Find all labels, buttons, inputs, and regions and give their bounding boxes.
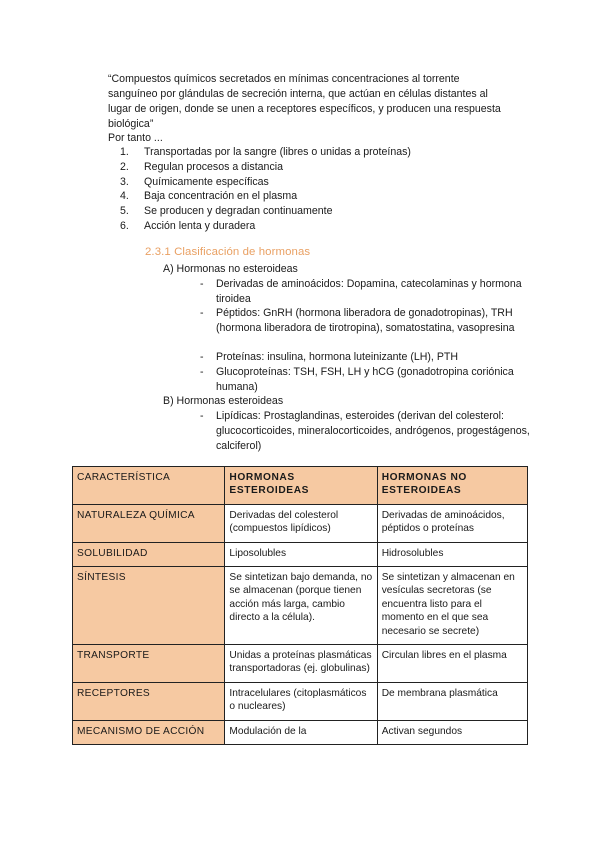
table-cell: Unidas a proteínas plasmáticas transportadoras (ej. globulinas) xyxy=(225,645,377,683)
table-row xyxy=(73,720,528,744)
dash-text: Lipídicas: Prostaglandinas, esteroides (derivan del colesterol: glucocorticoides, mineralocorticoides, andrógenos, progestágenos, calciferol) xyxy=(216,410,530,452)
table-row-label: TRANSPORTE xyxy=(73,645,225,683)
table-header-cell: HORMONAS NO ESTEROIDEAS xyxy=(377,467,527,505)
table-row xyxy=(73,567,528,645)
table-header-row xyxy=(73,467,528,505)
list-item xyxy=(120,219,411,234)
dash-text: Derivadas de aminoácidos: Dopamina, catecolaminas y hormona tiroidea xyxy=(216,278,522,305)
subsection-b-title: B) Hormonas esteroideas xyxy=(163,395,284,407)
list-item xyxy=(120,160,411,175)
table-row xyxy=(73,542,528,566)
list-text: Acción lenta y duradera xyxy=(144,219,256,232)
list-number: 2. xyxy=(120,160,129,173)
dash-marker: - xyxy=(200,351,204,363)
dash-marker: - xyxy=(200,278,204,290)
list-item xyxy=(120,175,411,190)
table-cell: Modulación de la xyxy=(225,720,377,744)
quote-line: biológica” xyxy=(108,118,154,130)
table-row xyxy=(73,645,528,683)
list-text: Químicamente específicas xyxy=(144,175,269,188)
table-row xyxy=(73,504,528,542)
dash-item xyxy=(200,365,530,395)
list-number: 3. xyxy=(120,175,129,188)
table-cell: Circulan libres en el plasma xyxy=(377,645,527,683)
list-number: 1. xyxy=(120,146,129,158)
list-number: 6. xyxy=(120,219,129,232)
table-row xyxy=(73,682,528,720)
definition-quote xyxy=(108,72,528,132)
table-cell: Activan segundos xyxy=(377,720,527,744)
table-row-label: SOLUBILIDAD xyxy=(73,542,225,566)
list-item xyxy=(120,145,411,160)
table-cell: Derivadas de aminoácidos, péptidos o proteínas xyxy=(377,504,527,542)
table-cell: Hidrosolubles xyxy=(377,542,527,566)
list-text: Se producen y degradan continuamente xyxy=(144,205,333,218)
dash-item xyxy=(200,350,530,365)
dash-text: Péptidos: GnRH (hormona liberadora de gonadotropinas), TRH (hormona liberadora de tirotropina), somatostatina, vasopresina xyxy=(216,307,515,334)
dash-item xyxy=(200,306,530,336)
table-cell: De membrana plasmática xyxy=(377,682,527,720)
table-cell: Liposolubles xyxy=(225,542,377,566)
table-row-label: RECEPTORES xyxy=(73,682,225,720)
dash-item xyxy=(200,277,530,307)
quote-line: sanguíneo por glándulas de secreción interna, que actúan en células distantes al xyxy=(108,88,488,100)
dash-marker: - xyxy=(200,366,204,378)
comparison-table xyxy=(72,466,528,745)
por-tanto-text: Por tanto ... xyxy=(108,132,163,144)
list-text: Baja concentración en el plasma xyxy=(144,190,298,203)
table-cell: Se sintetizan bajo demanda, no se almacenan (porque tienen acción más larga, cambio directo a la célula). xyxy=(225,567,377,645)
quote-line: “Compuestos químicos secretados en mínimas concentraciones al torrente xyxy=(108,73,460,85)
table-cell: Intracelulares (citoplasmáticos o nucleares) xyxy=(225,682,377,720)
table-header-cell: HORMONAS ESTEROIDEAS xyxy=(225,467,377,505)
dash-item xyxy=(200,409,530,453)
quote-line: lugar de origen, donde se unen a receptores específicos, y producen una respuesta xyxy=(108,103,501,115)
dash-text: Proteínas: insulina, hormona luteinizante (LH), PTH xyxy=(216,351,459,363)
dash-text: Glucoproteínas: TSH, FSH, LH y hCG (gonadotropina coriónica humana) xyxy=(216,366,514,393)
table-row-label: SÍNTESIS xyxy=(73,567,225,645)
subsection-a-title: A) Hormonas no esteroideas xyxy=(163,263,298,275)
table-row-label: MECANISMO DE ACCIÓN xyxy=(73,720,225,744)
table-row-label: NATURALEZA QUÍMICA xyxy=(73,504,225,542)
dash-marker: - xyxy=(200,307,204,319)
list-number: 5. xyxy=(120,205,129,218)
list-item xyxy=(120,189,411,204)
list-text: Regulan procesos a distancia xyxy=(144,160,283,173)
table-header-cell: CARACTERÍSTICA xyxy=(73,467,225,505)
list-text: Transportadas por la sangre (libres o unidas a proteínas) xyxy=(144,146,411,158)
section-heading: 2.3.1 Clasificación de hormonas xyxy=(145,246,311,258)
properties-list xyxy=(120,145,411,234)
list-number: 4. xyxy=(120,190,129,203)
list-item xyxy=(120,204,411,219)
table-cell: Derivadas del colesterol (compuestos lipídicos) xyxy=(225,504,377,542)
table-cell: Se sintetizan y almacenan en vesículas secretoras (se encuentra listo para el momento en el que sea necesario se secrete) xyxy=(377,567,527,645)
dash-marker: - xyxy=(200,410,204,422)
